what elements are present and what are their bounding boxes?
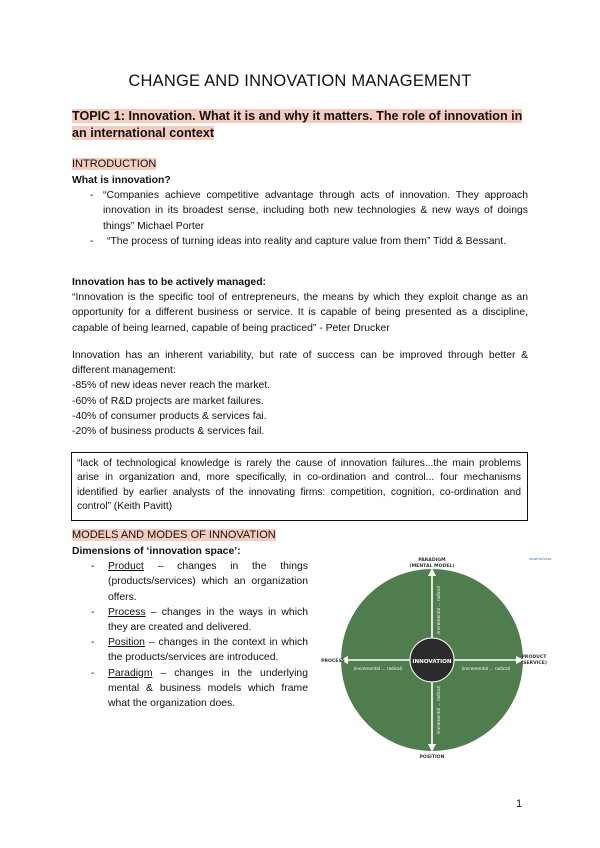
drucker-quote: “Innovation is the specific tool of entrepreneurs, the means by which they exploit change as an opportunity for a different business or service. It is capable of being presented as a discipline, capable of being learned, capable of being practiced” - Peter Drucker xyxy=(72,292,528,334)
axis-label-top: (incremental ... radical) xyxy=(436,585,441,635)
page-title: CHANGE AND INNOVATION MANAGEMENT xyxy=(128,72,472,90)
diagram-credit: IncomeClass xyxy=(528,557,552,561)
product-label: PRODUCT xyxy=(521,655,547,660)
bullet-dash: - xyxy=(91,637,95,649)
dimension-term: Product xyxy=(108,561,144,573)
axis-label-right: (incremental ... radical) xyxy=(461,666,511,671)
topic-heading xyxy=(72,108,528,142)
process-label: PROCESS xyxy=(321,659,345,664)
bullet-dash: - xyxy=(90,235,94,247)
porter-quote-text: “Companies achieve competitive advantage through acts of innovation. They approach innovation in its broadest sense, including both new technologies & new ways of doings things” Michael Porter xyxy=(103,190,528,232)
page-number: 1 xyxy=(516,798,523,810)
tidd-quote-text: “The process of turning ideas into reality and capture value from them” Tidd & Bessant. xyxy=(107,235,507,247)
variability-section xyxy=(72,348,528,439)
paradigm-sublabel: (MENTAL MODEL) xyxy=(409,564,455,569)
dimension-text: – changes in the ways in which they are created and delivered. xyxy=(108,606,308,634)
innovation-space-diagram xyxy=(312,548,552,758)
models-section xyxy=(72,528,308,711)
introduction-heading: INTRODUCTION xyxy=(72,158,157,170)
product-sublabel: (SERVICE) xyxy=(521,661,547,666)
models-heading: MODELS AND MODES OF INNOVATION xyxy=(72,529,276,541)
dimension-paradigm xyxy=(72,666,308,712)
dimensions-heading: Dimensions of ‘innovation space’: xyxy=(72,546,241,557)
dimension-text: – changes in the context in which the products/services are introduced. xyxy=(108,637,308,664)
variability-text: Innovation has an inherent variability, but rate of success can be improved through better & different management: xyxy=(72,350,528,377)
stat-item: -20% of business products & services fail. xyxy=(72,426,265,438)
bullet-dash: - xyxy=(91,667,95,679)
dimension-term: Process xyxy=(108,606,146,618)
bullet-dash: - xyxy=(90,190,94,202)
topic-text: TOPIC 1: Innovation. What it is and why it matters. The role of innovation in an international context xyxy=(72,109,523,140)
bullet-dash: - xyxy=(91,606,95,618)
stat-item: -60% of R&D projects are market failures. xyxy=(72,395,264,407)
bullet-dash: - xyxy=(91,561,95,573)
tidd-quote xyxy=(72,234,528,249)
dimension-term: Position xyxy=(108,637,145,649)
porter-quote xyxy=(72,188,528,234)
dimension-term: Paradigm xyxy=(108,667,153,679)
managed-section xyxy=(72,275,528,336)
introduction-section xyxy=(72,157,528,249)
dimension-text: – changes in the things (products/services) which an organization offers. xyxy=(108,561,308,603)
paradigm-label: PARADIGM xyxy=(418,558,446,563)
dimension-process xyxy=(72,605,308,635)
stat-item: -40% of consumer products & services fai. xyxy=(72,410,267,422)
position-label: POSITION xyxy=(419,755,445,758)
dimension-product xyxy=(72,559,308,605)
pavitt-quote-box: “lack of technological knowledge is rarely the cause of innovation failures...the main problems arise in organization and, more specifically, in co-ordination and control... four mechanisms identified by earlier analysts of the innovating firms: competition, cognition, co-ordination and control” (Keith Pavitt) xyxy=(71,452,528,521)
managed-heading: Innovation has to be actively managed: xyxy=(72,277,267,288)
axis-label-left: (incremental ... radical) xyxy=(353,666,403,671)
center-label: INNOVATION xyxy=(412,659,452,665)
what-is-innovation-heading: What is innovation? xyxy=(72,175,171,186)
dimension-text: – changes in the underlying mental & business models which frame what the organization does. xyxy=(108,667,308,710)
dimension-position xyxy=(72,635,308,665)
axis-label-bottom: (incremental ... radical) xyxy=(436,685,441,735)
stat-item: -85% of new ideas never reach the market. xyxy=(72,380,271,392)
